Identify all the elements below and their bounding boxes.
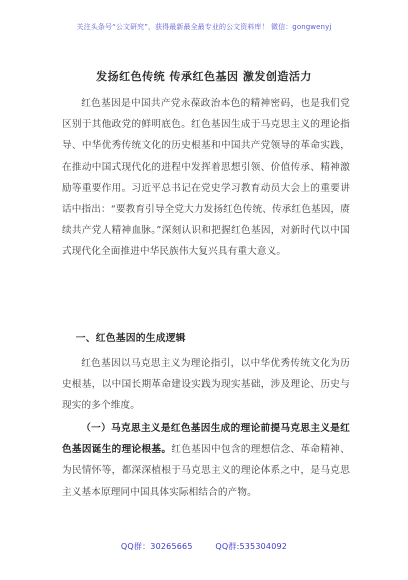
footer (0, 541, 408, 552)
footer-qq-group-1[interactable]: QQ群：30265665 (120, 542, 193, 551)
header-banner[interactable]: 关注头条号“公文研究”，获得最新最全最专业的公文资料库！ 微信：gongwenyj (76, 23, 332, 31)
subsection-body: 红色基因中包含的理想信念、革命精神、为民情怀等，都深深植根于马克思主义的理论体系之中，是马克思主义基本原理同中国具体实际相结合的产物。 (62, 444, 350, 498)
section-heading-1: 一、红色基因的生成逻辑 (75, 333, 186, 344)
subsection-heading-bold: （一）马克思主义是红色基因生成的理论前提马克思主义是红色基因诞生的理论根基。 (62, 423, 350, 456)
document-title: 发扬红色传统 传承红色基因 激发创造活力 (96, 70, 312, 83)
paragraph-intro: 红色基因是中国共产党永葆政治本色的精神密码，也是我们党区别于其他政党的鲜明底色。红色基因生成于马克思主义的理论指导、中华优秀传统文化的历史根基和中国共产党领导的革命实践，在推动中国式现代化的进程中发挥着思想引领、价值传承、精神激励等重要作用。习近平总书记在党史学习教育动员大会上的重要讲话中指出：“要教育引导全党大力发扬红色传统、传承红色基因，赓续共产党人精神血脉。”深刻认识和把握红色基因，对新时代以中国式现代化全面推进中华民族伟大复兴具有重大意义。 (62, 98, 350, 258)
paragraph-subsection-1 (62, 418, 350, 503)
paragraph-section-1-intro: 红色基因以马克思主义为理论指引，以中华优秀传统文化为历史根基，以中国长期革命建设实践为现实基础，涉及理论、历史与现实的多个维度。 (62, 358, 350, 412)
footer-qq-group-2[interactable]: QQ群:535304092 (215, 542, 288, 551)
